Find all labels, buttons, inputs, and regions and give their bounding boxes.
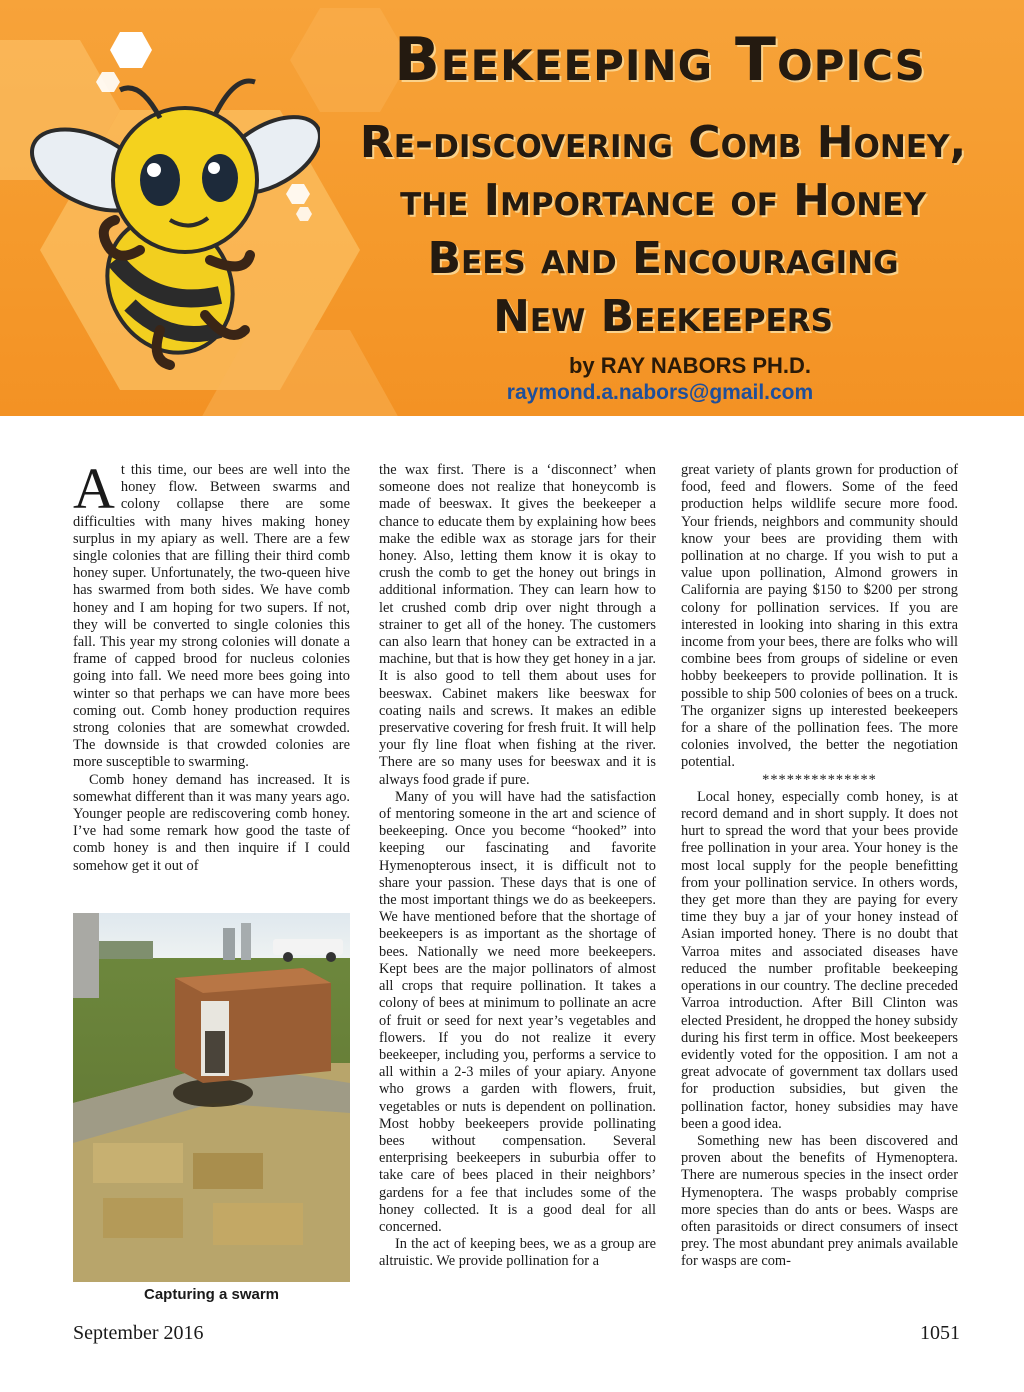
- author-email-link[interactable]: raymond.a.nabors@gmail.com: [506, 381, 814, 404]
- paragraph: great variety of plants grown for production of food, feed and flowers. Some of the feed production helps wildlife secure more food. Your friends, neighbors and community should know your bees are providing them with pollination at no charge. If you wish to put a value upon pollination, Almond growers in California are paying $150 to $200 per strong colony for pollination services. If you are interested in looking into sharing in this extra income from your bees, there are folks who will combine bees from groups of sideline or even hobby beekeepers to provide pollination. It is possible to ship 500 colonies of bees on a truck. The organizer signs up interested beekeepers for a share of the pollination fees. The more colonies involved, the better the negotiation potential.: [681, 462, 958, 771]
- issue-date: September 2016: [73, 1322, 204, 1344]
- title-line: Re-discovering Comb Honey,: [359, 117, 967, 168]
- title-line: New Beekeepers: [493, 291, 833, 342]
- swarm-capture-image: [73, 913, 350, 1282]
- photo-caption: Capturing a swarm: [143, 1286, 280, 1303]
- swarm-photo: [73, 913, 350, 1282]
- paragraph: At this time, our bees are well into the honey flow. Between swarms and colony collapse there are some difficulties with many hives making honey surplus in my apiary as well. There are a few single colonies that are filling their third comb honey super. Unfortunately, the two-queen hive has swarmed from both sides. We have comb honey and I am hoping for two supers. If not, they will be converted to single colonies this fall. This year my strong colonies will donate a frame of capped brood for nucleus colonies going into fall. We need more bees going into winter so that perhaps we can have more bees coming out. Comb honey production requires strong colonies that are somewhat crowded. The downside is that crowded colonies are more susceptible to swarming.: [73, 456, 350, 771]
- header-banner: [0, 0, 1024, 416]
- paragraph: In the act of keeping bees, we as a group are altruistic. We provide pollination for a: [379, 1236, 656, 1270]
- page-number: 1051: [920, 1322, 960, 1344]
- paragraph: the wax first. There is a ‘disconnect’ when someone does not realize that honeycomb is made of beeswax. It gives the beekeeper a chance to educate them by explaining how bees make the edible wax as storage jars for their honey. Also, letting them know it is okay to crush the comb to get the honey out brings in additional information. They can learn how to let crushed comb drip over night through a strainer to get all of the honey. The customers can also learn that honey can be extracted in a machine, but that is how they get honey in a jar. It is also good to tell them about uses for beeswax. Cabinet makers like beeswax for coating nails and screws. It makes an edible preservative covering for fresh fruit. It will help your fly line float when fishing at the river. There are so many uses for beeswax and it is always food grade if pure.: [379, 462, 656, 788]
- article-column-3: [681, 462, 958, 1271]
- drop-cap: A: [73, 456, 115, 521]
- article-column-2: [379, 462, 656, 1271]
- section-separator: **************: [762, 771, 877, 788]
- cartoon-bee-illustration: [20, 60, 320, 370]
- byline: by RAY NABORS PH.D.: [568, 353, 812, 378]
- title-line: Bees and Encouraging: [427, 233, 899, 284]
- paragraph: Many of you will have had the satisfaction of mentoring someone in the art and science of beekeeping. Once you become “hooked” into keeping our fascinating and favorite Hymenopterous insect, it is difficult not to share your passion. These days that is one of the most important things we do as beekeepers. We have mentioned before that the shortage of beekeepers is as important as the shortage of bees. Nationally we need more beekeepers. Kept bees are the major pollinators of almost all crops that require pollination. It takes a colony of bees at minimum to pollinate an acre of fruit or seed for next year’s vegetables and flowers. If you do not realize it every beekeeper, including you, performs a service to all within a 2-3 miles of your apiary. Anyone who grows a garden with flowers, fruit, vegetables or nuts is dependent on pollination. Most hobby beekeepers provide pollinating bees without compensation. Several enterprising beekeepers in suburbia offer to take care of bees placed in their neighbors’ gardens for a fee that includes some of the honey collected. It is a good deal for all concerned.: [379, 788, 656, 1235]
- article-column-1: [73, 456, 350, 875]
- series-title: Beekeeping Topics: [394, 25, 926, 95]
- paragraph: Local honey, especially comb honey, is at record demand and in short supply. It does not hurt to spread the word that your bees provide free pollination in your area. Your honey is the most local supply for the people benefitting from your pollination service. In others words, they get more than they are paying for every time they buy a jar of your honey instead of Asian imported honey. There is no doubt that Varroa mites and associated diseases have reduced the number profitable beekeeping operations in our country. The decline preceded Varroa introduction. After Bill Clinton was elected President, he dropped the honey subsidy during his first term in office. Most beekeepers evidently voted for the opposition. I am not a great advocate of government tax dollars used for production subsidies, but given the pollination factor, honey subsidies may have been a good idea.: [681, 788, 958, 1132]
- paragraph: Something new has been discovered and proven about the benefits of Hymenoptera. There are numerous species in the insect order Hymenoptera. The wasps probably comprise more species than do ants or bees. Wasps are often parasitoids or direct consumers of insect prey. The most abundant prey animals available for wasps are com-: [681, 1132, 958, 1270]
- article-title: [318, 114, 1008, 346]
- paragraph: Comb honey demand has increased. It is somewhat different than it was many years ago. Younger people are rediscovering comb honey. I’ve had some remark how good the taste of comb honey is and then inquire if I could somehow get it out of: [73, 771, 350, 874]
- title-line: the Importance of Honey: [400, 175, 926, 226]
